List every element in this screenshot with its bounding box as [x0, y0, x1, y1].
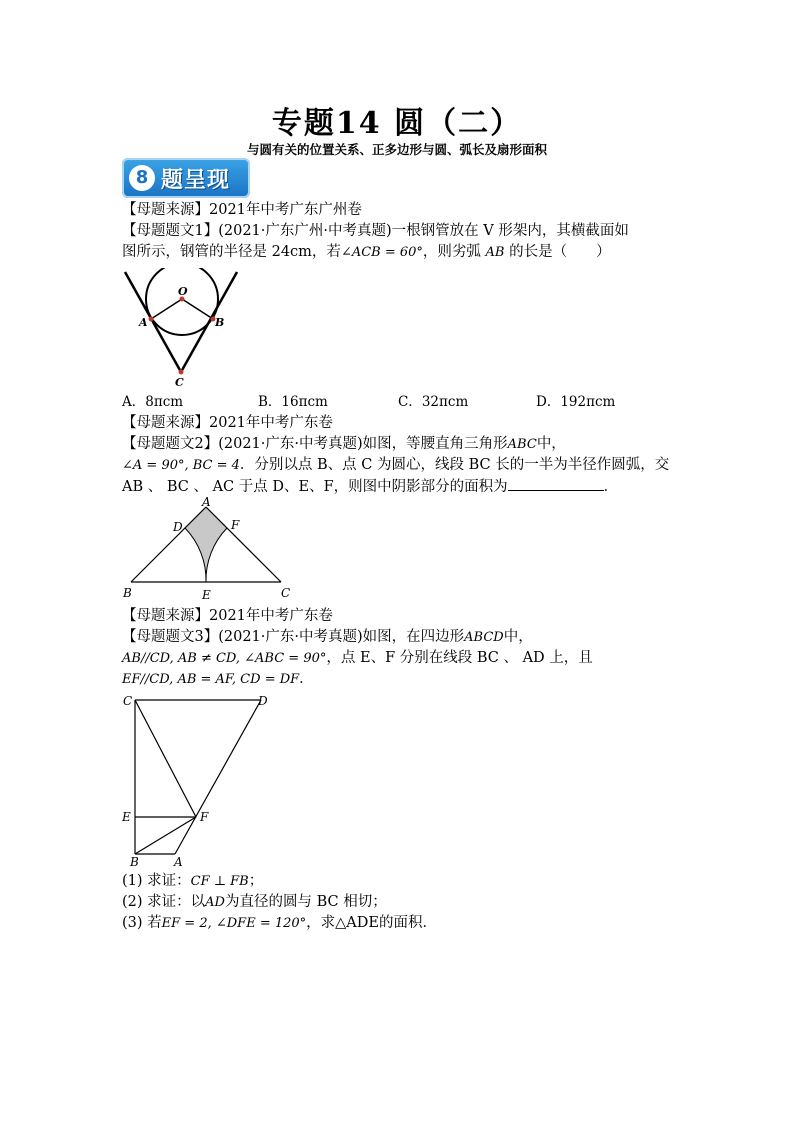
q2-text-1b: 中，: [536, 436, 566, 452]
q3-label-F: F: [200, 810, 209, 824]
q1-label-C: C: [175, 376, 184, 389]
q2-label-F: F: [231, 518, 240, 532]
q1-text-line2: [122, 242, 611, 263]
choice-letter: D．: [536, 394, 561, 410]
q1-text-2b: ，则劣弧: [422, 244, 481, 260]
choice-text: 16πcm: [281, 394, 328, 410]
choice-text: 192πcm: [560, 394, 616, 410]
q3-text-line2: [122, 648, 593, 669]
q1-label-A: A: [139, 316, 148, 329]
q3-part3-label: (3) 若: [122, 915, 162, 931]
page-title: 专题14 圆（二）: [271, 106, 523, 141]
q3-text-1a: 【母题题文3】(2021·广东·中考真题)如图，在四边形: [122, 629, 465, 645]
q3-label-C: C: [123, 694, 133, 708]
q2-answer-blank[interactable]: [508, 476, 604, 491]
choice-text: 8πcm: [145, 394, 184, 410]
q1-label-B: B: [215, 316, 225, 329]
q2-text-line2: [122, 455, 669, 476]
q1-angle-math: ∠ACB = 60°: [340, 245, 423, 260]
q3-part3-tail: ，求△ADE的面积．: [306, 915, 437, 931]
q2-text-3b: ．: [603, 479, 619, 495]
q3-figure: [118, 690, 283, 870]
q1-arc-math: AB: [485, 245, 505, 260]
q3-text-line1: [122, 627, 533, 648]
q3-text-3b: ．: [299, 671, 314, 687]
q2-label-D: D: [173, 520, 183, 534]
page-subtitle: 与圆有关的位置关系、正多边形与圆、弧长及扇形面积: [246, 142, 547, 157]
q1-text-line1: 【母题题文1】(2021·广东广州·中考真题)一根钢管放在 V 形架内，其横截面如: [122, 223, 629, 239]
q2-text-line1: [122, 434, 566, 455]
q1-choice-b[interactable]: [258, 392, 328, 412]
q3-part1-tail: ；: [248, 873, 264, 889]
q3-label-D: D: [258, 694, 268, 708]
q2-given-math: ∠A = 90°, BC = 4: [122, 458, 240, 473]
choice-letter: A．: [122, 394, 146, 410]
q3-part2-label: (2) 求证：以: [122, 894, 206, 910]
q2-label-A: A: [202, 496, 211, 509]
q3-part3-math: EF = 2, ∠DFE = 120°: [161, 916, 307, 931]
q3-text-1b: 中，: [503, 629, 533, 645]
q3-label-A: A: [174, 855, 183, 869]
q3-text-line3: [122, 669, 314, 690]
choice-letter: B．: [258, 394, 282, 410]
q1-text-2c: 的长是（ ）: [504, 244, 611, 260]
q3-part2-tail: 为直径的圆与 BC 相切；: [224, 894, 387, 910]
q1-label-O: O: [178, 285, 188, 298]
choice-letter: C．: [398, 394, 422, 410]
q3-part-1: [122, 871, 263, 892]
q2-label-C: C: [281, 586, 291, 600]
q3-quad-math: ABCD: [464, 630, 504, 645]
q2-figure: [118, 496, 308, 606]
banner-number-icon: 8: [129, 165, 155, 191]
choice-text: 32πcm: [421, 394, 469, 410]
q2-source: 【母题来源】2021年中考广东卷: [122, 415, 333, 431]
q1-figure: [115, 268, 245, 390]
q3-source: 【母题来源】2021年中考广东卷: [122, 608, 333, 624]
q2-label-E: E: [202, 588, 211, 602]
q1-choice-c[interactable]: [398, 392, 468, 412]
banner-label: 题呈现: [161, 167, 231, 193]
q1-choice-a[interactable]: [122, 392, 183, 412]
q2-triangle-math: ABC: [507, 437, 537, 452]
q3-part1-math: CF ⊥ FB: [190, 874, 249, 889]
q3-given-math-2: EF//CD, AB = AF, CD = DF: [122, 672, 300, 687]
q2-text-1a: 【母题题文2】(2021·广东·中考真题)如图，等腰直角三角形: [122, 436, 508, 452]
q2-text-2b: ．分别以点 B、点 C 为圆心，线段 BC 长的一半为半径作圆弧，交: [239, 457, 670, 473]
q3-part1-label: (1) 求证：: [122, 873, 191, 889]
section-banner: [122, 158, 250, 198]
q2-label-B: B: [123, 586, 132, 600]
q3-given-math-1: AB//CD, AB ≠ CD, ∠ABC = 90°: [122, 651, 327, 666]
q1-source: 【母题来源】2021年中考广东广州卷: [122, 202, 362, 218]
q3-part-3: [122, 913, 437, 934]
q3-part2-math: AD: [205, 895, 225, 910]
q1-text-2a: 图所示，钢管的半径是 24cm，若: [122, 244, 341, 260]
q3-part-2: [122, 892, 387, 913]
q3-text-2b: ，点 E、F 分别在线段 BC 、 AD 上，且: [326, 650, 593, 666]
q1-choice-d[interactable]: [536, 392, 615, 412]
q3-label-E: E: [122, 810, 131, 824]
q2-text-line3: [122, 476, 618, 497]
q3-label-B: B: [130, 855, 139, 869]
q2-text-3a: AB 、 BC 、 AC 于点 D、E、F，则图中阴影部分的面积为: [122, 479, 508, 495]
